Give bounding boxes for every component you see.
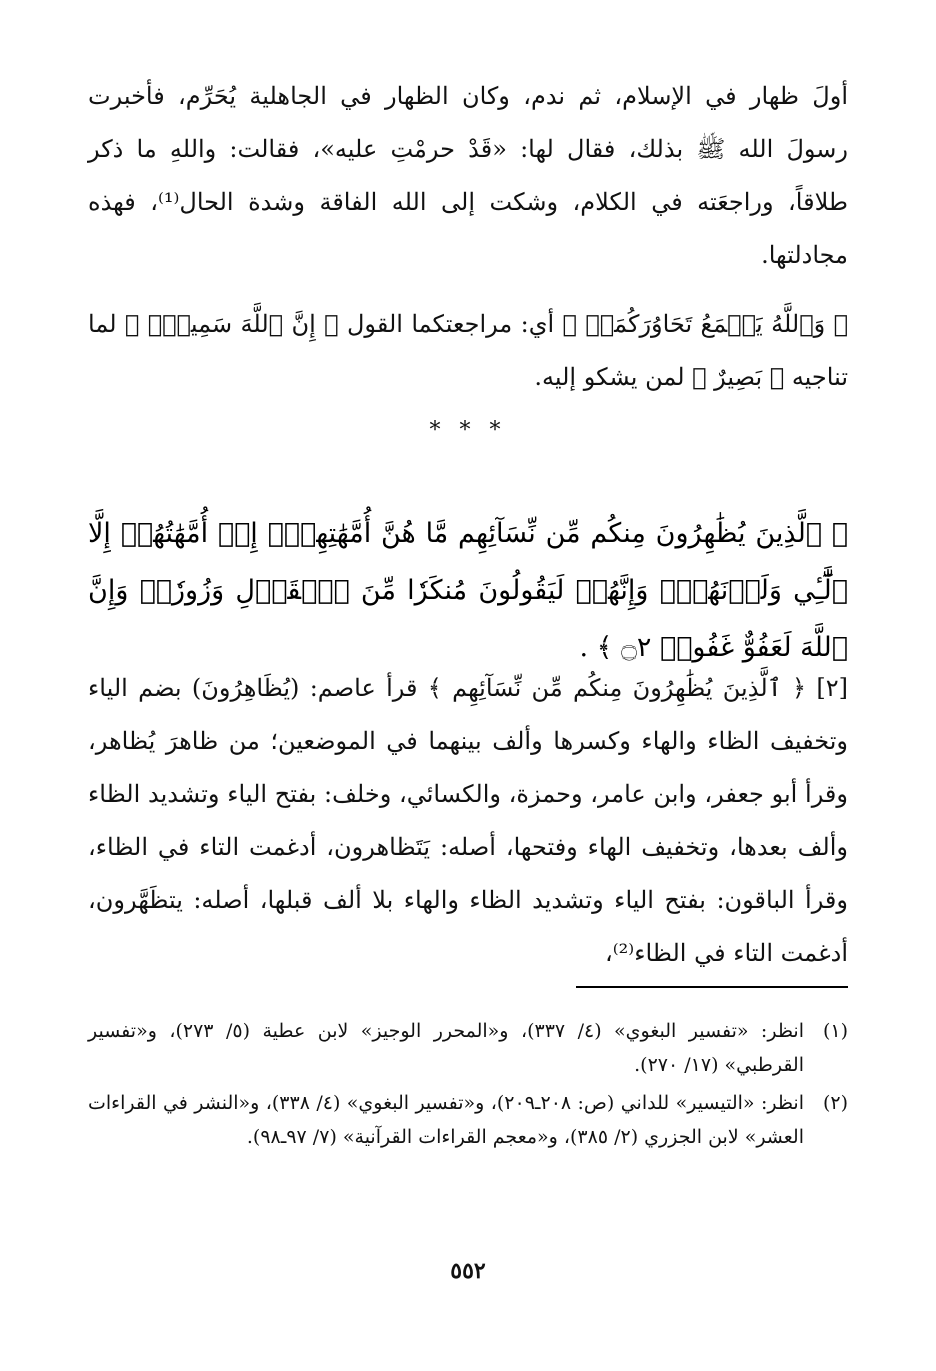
paragraph-qiraat-commentary: [٢] ﴿ ٱلَّذِينَ يُظَٰهِرُونَ مِنكُم مِّن نِّسَآئِهِم ﴾ قرأ عاصم: (يُظَاهِرُونَ) بضم الياء وتخفيف الظاء والهاء وكسرها وألف بينهما في الموضعين؛ من ظاهرَ يُظاهر، وقرأ أبو جعفر، وابن عامر، وحمزة، والكسائي، وخلف: بفتح الياء وتشديد الظاء وألف بعدها، وتخفيف الهاء وفتحها، أصله: يَتَظاهرون، أدغمت التاء في الظاء، وقرأ الباقون: بفتح الياء وتشديد الظاء والهاء بلا ألف قبلها، أصله: يتظَهَّرون، أدغمت التاء في الظاء⁽²⁾، <box>88 674 848 967</box>
section-separator: * * * <box>429 418 507 443</box>
paragraph-mujadala-story: أولَ ظهار في الإسلام، ثم ندم، وكان الظهار في الجاهلية يُحَرِّم، فأخبرت رسولَ الله ﷺ بذلك، فقال لها: «قَدْ حرمْتِ عليه»، فقالت: واللهِ ما ذكر طلاقاً، وراجعَته في الكلام، وشكت إلى الله الفاقة وشدة الحال⁽¹⁾، فهذه مجادلتها. <box>88 82 848 269</box>
footnote-2 <box>88 1086 848 1154</box>
page-number: ٥٥٢ <box>450 1258 486 1284</box>
quran-verse-2: ﴿ ٱلَّذِينَ يُظَٰهِرُونَ مِنكُم مِّن نِّسَآئِهِم مَّا هُنَّ أُمَّهَٰتِهِمۡۖ إِنۡ أُمَّهَٰتُهُمۡ إِلَّا ٱلَّٰٓـِٔي وَلَدۡنَهُمۡۚ وَإِنَّهُمۡ لَيَقُولُونَ مُنكَرٗا مِّنَ ٱلۡقَوۡلِ وَزُورٗاۚ وَإِنَّ ٱللَّهَ لَعَفُوٌّ غَفُورٞ ۝٢ ﴾ . <box>88 518 849 663</box>
footnotes-section <box>88 1014 848 1158</box>
footnote-1 <box>88 1014 848 1082</box>
footnote-text: انظر: «تفسير البغوي» (٤/ ٣٣٧)، و«المحرر الوجيز» لابن عطية (٥/ ٢٧٣)، و«تفسير القرطبي» (١٧/ ٢٧٠). <box>88 1020 804 1076</box>
footnote-number: (١) <box>822 1020 848 1042</box>
paragraph-verse-commentary: ﴿ وَٱللَّهُ يَسۡمَعُ تَحَاوُرَكُمَآۚ ﴾ أي: مراجعتكما القول ﴿ إِنَّ ٱللَّهَ سَمِيعُۢ ﴾ لما تناجيه ﴿ بَصِيرٌ ﴾ لمن يشكو إليه. <box>88 310 848 391</box>
footnote-number: (٢) <box>822 1092 848 1114</box>
footnote-text: انظر: «التيسير» للداني (ص: ٢٠٨ـ٢٠٩)، و«تفسير البغوي» (٤/ ٣٣٨)، و«النشر في القراءات العشر» لابن الجزري (٢/ ٣٨٥)، و«معجم القراءات القرآنية» (٧/ ٩٧ـ٩٨). <box>88 1092 804 1148</box>
footnote-divider <box>576 986 848 988</box>
